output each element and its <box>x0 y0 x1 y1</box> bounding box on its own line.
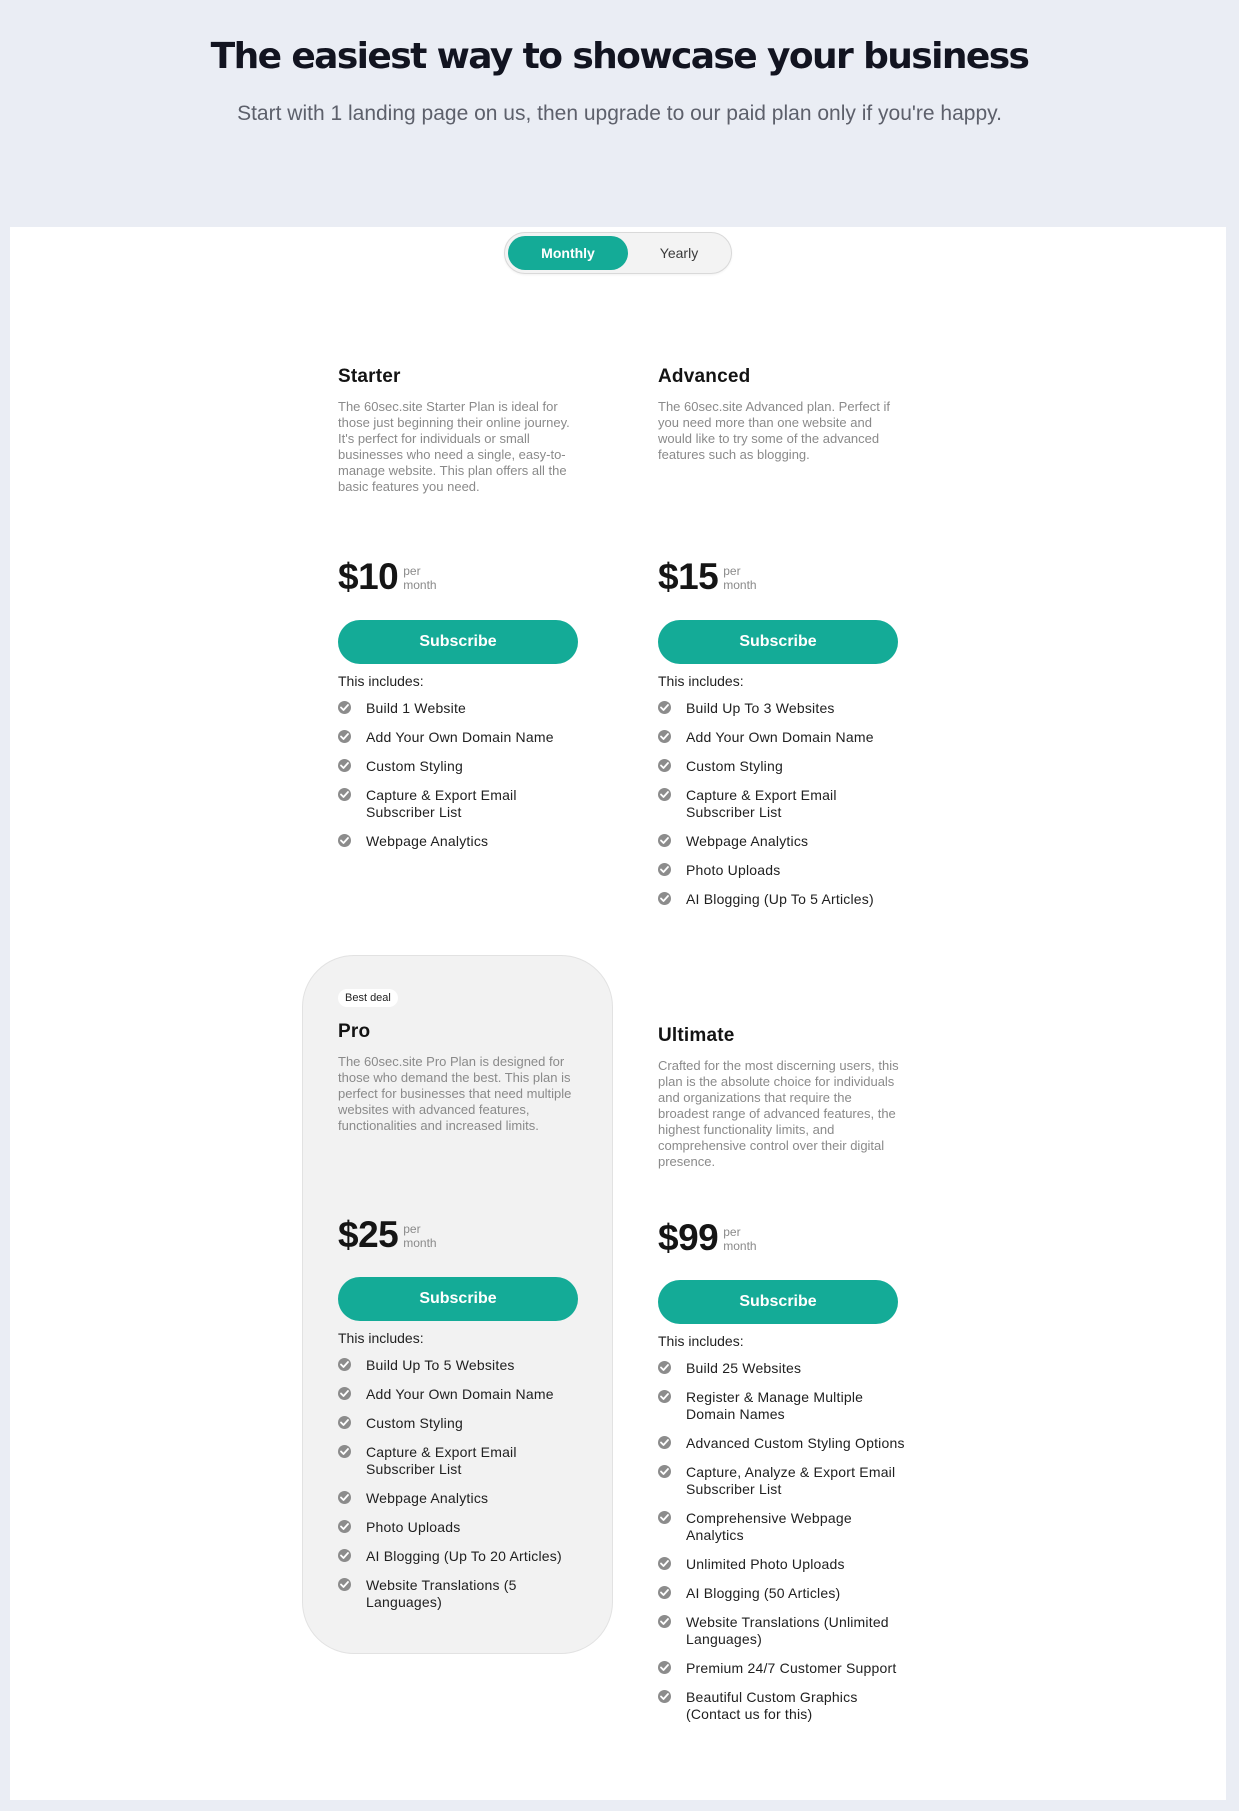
feature-item <box>658 787 908 821</box>
feature-text: Comprehensive Webpage Analytics <box>686 1510 852 1543</box>
feature-item <box>338 787 588 821</box>
feature-list <box>338 700 588 862</box>
feature-text: Beautiful Custom Graphics (Contact us for this) <box>686 1689 858 1722</box>
feature-item <box>658 891 908 908</box>
feature-item <box>658 1360 908 1377</box>
feature-text: Register & Manage Multiple Domain Names <box>686 1389 864 1422</box>
feature-text: Add Your Own Domain Name <box>366 729 554 745</box>
feature-item <box>658 1556 908 1573</box>
feature-item <box>658 862 908 879</box>
feature-item <box>658 1689 908 1723</box>
includes-label: This includes: <box>658 673 744 689</box>
includes-label: This includes: <box>338 673 424 689</box>
check-circle-icon <box>658 1465 671 1478</box>
feature-text: AI Blogging (Up To 20 Articles) <box>366 1548 562 1564</box>
feature-item <box>658 1464 908 1498</box>
check-circle-icon <box>658 1436 671 1449</box>
price-period: per month <box>403 1222 437 1250</box>
feature-item <box>338 1490 588 1507</box>
plan-description: Crafted for the most discerning users, this plan is the absolute choice for individuals and organizations that require the broadest range of advanced features, the highest functionality limits, and comprehensive control over their digital presence. <box>658 1058 899 1169</box>
feature-text: Unlimited Photo Uploads <box>686 1556 845 1572</box>
feature-item <box>338 1444 588 1478</box>
price-row <box>338 558 437 596</box>
check-circle-icon <box>658 1390 671 1403</box>
page-title: The easiest way to showcase your business <box>210 36 1029 77</box>
feature-text: Capture & Export Email Subscriber List <box>366 787 517 820</box>
check-circle-icon <box>658 1511 671 1524</box>
price-row <box>338 1216 437 1254</box>
check-circle-icon <box>338 701 351 714</box>
feature-text: AI Blogging (Up To 5 Articles) <box>686 891 874 907</box>
feature-text: Custom Styling <box>686 758 783 774</box>
feature-text: Webpage Analytics <box>366 1490 489 1506</box>
feature-text: Custom Styling <box>366 1415 463 1431</box>
billing-period-toggle[interactable] <box>504 232 732 274</box>
feature-text: Build Up To 5 Websites <box>366 1357 515 1373</box>
page-subtitle: Start with 1 landing page on us, then upgrade to our paid plan only if you're happy. <box>237 102 1002 125</box>
includes-label: This includes: <box>338 1330 424 1346</box>
subscribe-button-pro[interactable]: Subscribe <box>338 1277 578 1321</box>
feature-item <box>338 1386 588 1403</box>
feature-text: Add Your Own Domain Name <box>686 729 874 745</box>
check-circle-icon <box>338 1387 351 1400</box>
feature-text: Capture & Export Email Subscriber List <box>366 1444 517 1477</box>
plan-description: The 60sec.site Advanced plan. Perfect if you need more than one website and would like to try some of the advanced features such as blogging. <box>658 399 890 462</box>
check-circle-icon <box>658 1615 671 1628</box>
feature-item <box>338 729 588 746</box>
feature-text: Build Up To 3 Websites <box>686 700 835 716</box>
plan-description: The 60sec.site Pro Plan is designed for those who demand the best. This plan is perfect for businesses that need multiple websites with advanced features, functionalities and increased limits. <box>338 1054 572 1133</box>
check-circle-icon <box>338 1358 351 1371</box>
toggle-yearly[interactable]: Yearly <box>659 245 699 261</box>
subscribe-button-advanced[interactable]: Subscribe <box>658 620 898 664</box>
feature-item <box>338 833 588 850</box>
feature-item <box>338 700 588 717</box>
best-deal-badge: Best deal <box>338 989 398 1007</box>
toggle-monthly[interactable]: Monthly <box>508 236 628 270</box>
check-circle-icon <box>338 759 351 772</box>
plan-price: $15 <box>658 556 719 597</box>
check-circle-icon <box>658 730 671 743</box>
feature-text: Website Translations (Unlimited Languages) <box>686 1614 889 1647</box>
check-circle-icon <box>658 1361 671 1374</box>
feature-text: AI Blogging (50 Articles) <box>686 1585 841 1601</box>
check-circle-icon <box>338 1491 351 1504</box>
price-period: per month <box>723 1225 757 1253</box>
feature-item <box>338 1519 588 1536</box>
plan-price: $25 <box>338 1214 399 1255</box>
feature-item <box>658 1585 908 1602</box>
feature-item <box>658 1510 908 1544</box>
plan-description: The 60sec.site Starter Plan is ideal for those just beginning their online journey. It's perfect for individuals or small businesses who need a single, easy-to-manage website. This plan offers all the basic features you need. <box>338 399 570 494</box>
feature-text: Build 25 Websites <box>686 1360 802 1376</box>
pricing-panel <box>10 227 1226 1800</box>
price-row <box>658 1219 757 1257</box>
check-circle-icon <box>338 1416 351 1429</box>
check-circle-icon <box>338 1445 351 1458</box>
check-circle-icon <box>658 1586 671 1599</box>
feature-text: Photo Uploads <box>366 1519 461 1535</box>
feature-item <box>338 1357 588 1374</box>
feature-text: Capture, Analyze & Export Email Subscriber List <box>686 1464 896 1497</box>
plan-name: Advanced <box>658 366 751 387</box>
feature-item <box>658 729 908 746</box>
plan-name: Pro <box>338 1021 371 1042</box>
plan-card-starter <box>338 366 588 849</box>
feature-text: Custom Styling <box>366 758 463 774</box>
check-circle-icon <box>658 788 671 801</box>
check-circle-icon <box>338 788 351 801</box>
check-circle-icon <box>338 1520 351 1533</box>
plan-card-pro <box>338 988 588 1610</box>
feature-text: Website Translations (5 Languages) <box>366 1577 517 1610</box>
check-circle-icon <box>658 701 671 714</box>
check-circle-icon <box>338 1578 351 1591</box>
check-circle-icon <box>338 834 351 847</box>
feature-text: Add Your Own Domain Name <box>366 1386 554 1402</box>
feature-item <box>658 1435 908 1452</box>
price-row <box>658 558 757 596</box>
feature-text: Webpage Analytics <box>686 833 809 849</box>
feature-item <box>658 700 908 717</box>
check-circle-icon <box>658 834 671 847</box>
check-circle-icon <box>658 1690 671 1703</box>
feature-item <box>338 758 588 775</box>
includes-label: This includes: <box>658 1333 744 1349</box>
price-period: per month <box>723 564 757 592</box>
feature-list <box>338 1357 588 1623</box>
subscribe-button-starter[interactable]: Subscribe <box>338 620 578 664</box>
feature-text: Webpage Analytics <box>366 833 489 849</box>
feature-text: Advanced Custom Styling Options <box>686 1435 905 1451</box>
feature-list <box>658 700 908 920</box>
plan-card-ultimate <box>658 1025 908 1722</box>
feature-item <box>658 833 908 850</box>
plan-card-advanced <box>658 366 908 907</box>
feature-item <box>658 1614 908 1648</box>
check-circle-icon <box>338 730 351 743</box>
plan-price: $99 <box>658 1217 719 1258</box>
feature-item <box>338 1548 588 1565</box>
price-period: per month <box>403 564 437 592</box>
check-circle-icon <box>658 1557 671 1570</box>
feature-text: Capture & Export Email Subscriber List <box>686 787 837 820</box>
feature-list <box>658 1360 908 1735</box>
feature-item <box>338 1577 588 1611</box>
check-circle-icon <box>658 1661 671 1674</box>
subscribe-button-ultimate[interactable]: Subscribe <box>658 1280 898 1324</box>
plan-price: $10 <box>338 556 399 597</box>
check-circle-icon <box>338 1549 351 1562</box>
check-circle-icon <box>658 759 671 772</box>
feature-text: Photo Uploads <box>686 862 781 878</box>
feature-item <box>658 1660 908 1677</box>
feature-item <box>658 1389 908 1423</box>
feature-item <box>338 1415 588 1432</box>
check-circle-icon <box>658 892 671 905</box>
feature-text: Build 1 Website <box>366 700 467 716</box>
plan-name: Starter <box>338 366 401 387</box>
feature-item <box>658 758 908 775</box>
feature-text: Premium 24/7 Customer Support <box>686 1660 897 1676</box>
check-circle-icon <box>658 863 671 876</box>
plan-name: Ultimate <box>658 1025 735 1046</box>
